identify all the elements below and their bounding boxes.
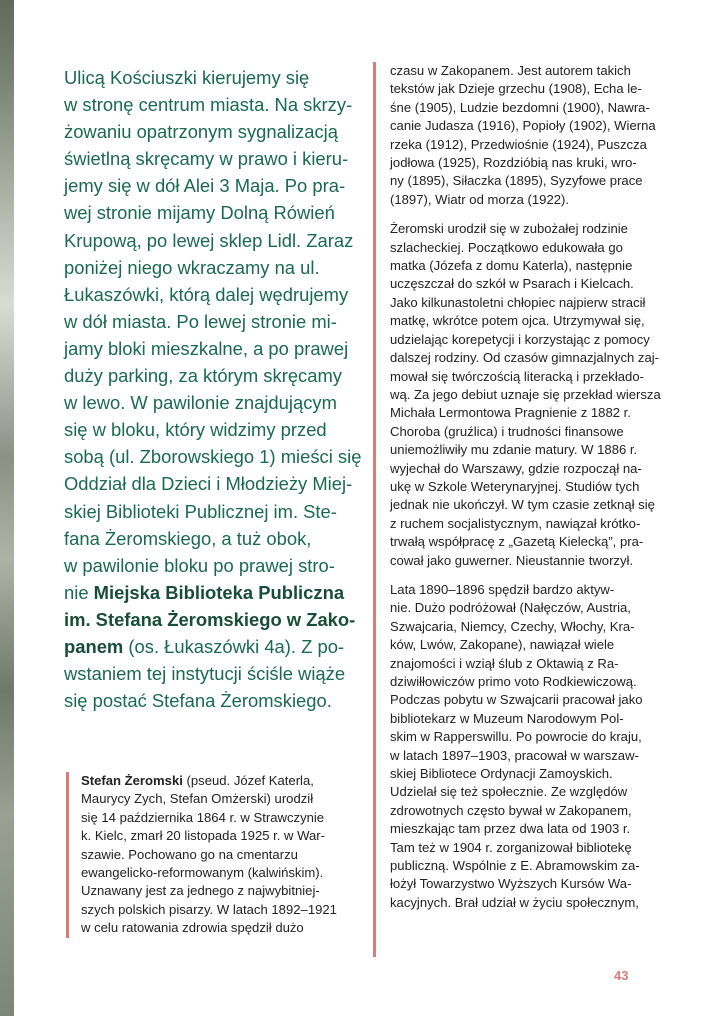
route-line: w lewo. W pawilonie znajdującym [64, 392, 337, 414]
travels-paragraph [390, 581, 663, 912]
early-life-line: udzielając korepetycji i korzystając z pomocy [390, 331, 650, 347]
bio-line: w celu ratowania zdrowia spędził dużo [81, 920, 304, 936]
early-life-paragraph [390, 220, 663, 570]
biography-box [66, 772, 363, 938]
travels-line: Szwajcaria, Niemcy, Czechy, Włochy, Kra- [390, 618, 635, 634]
early-life-line: Żeromski urodził się w zubożałej rodzinie [390, 221, 628, 237]
route-text: nie [64, 581, 94, 603]
bio-name: Stefan Żeromski [81, 773, 183, 788]
bio-line: k. Kielc, zmarł 20 listopada 1925 r. w War- [81, 828, 326, 844]
route-line: poniżej niego wkraczamy na ul. [64, 256, 320, 278]
early-life-line: z ruchem socjalistycznym, nawiązał krótko- [390, 515, 641, 531]
early-life-line: Choroba (gruźlica) i trudności finansowe [390, 423, 624, 439]
travels-line: Lata 1890–1896 spędził bardzo aktyw- [390, 581, 615, 597]
works-line: rzeka (1912), Przedwiośnie (1924), Puszcza [390, 136, 647, 152]
bio-line: szych polskich pisarzy. W latach 1892–1921 [81, 901, 337, 917]
travels-line: łożył Towarzystwo Wyższych Kursów Wa- [390, 876, 632, 892]
route-line: jemy się w dół Alei 3 Maja. Po pra- [64, 175, 346, 197]
library-name-line: im. Stefana Żeromskiego w Zako- [64, 608, 356, 630]
travels-line: znajomości i wziął ślub z Oktawią z Ra- [390, 655, 619, 671]
early-life-line: dalszej rodziny. Od czasów gimnazjalnych zaj- [390, 350, 660, 366]
works-line: jodłowa (1925), Rozdzióbią nas kruki, wro- [390, 155, 637, 171]
biography-continued [373, 62, 663, 957]
route-line: w dół miasta. Po lewej stronie mi- [64, 310, 337, 332]
route-paragraph [64, 64, 362, 714]
early-life-line: uniemożliwiły mu zdanie matury. W 1886 r. [390, 442, 638, 458]
route-line: w stronę centrum miasta. Na skrzy- [64, 94, 353, 116]
route-line: Łukaszówki, którą dalej wędrujemy [64, 283, 349, 305]
early-life-line: szlacheckiej. Początkowo edukowała go [390, 239, 623, 255]
travels-line: zdrowotnych często bywał w Zakopanem, [390, 802, 632, 818]
early-life-line: uczęszczał do szkół w Psarach i Kielcach. [390, 276, 634, 292]
route-line: żowaniu opatrzonym sygnalizacją [64, 121, 338, 143]
bio-line: się 14 października 1864 r. w Strawczynie [81, 809, 325, 825]
early-life-line: matka (Józefa z domu Katerla), następnie [390, 258, 633, 274]
works-line: śne (1905), Ludzie bezdomni (1900), Nawra- [390, 99, 650, 115]
bio-line: szawie. Pochowano go na cmentarzu [81, 846, 298, 862]
bio-first-line-rest: (pseud. Józef Katerla, [182, 773, 314, 788]
travels-line: kacyjnych. Brał udział w życiu społecznym, [390, 894, 639, 910]
travels-line: skiej Bibliotece Ordynacji Zamoyskich. [390, 766, 613, 782]
bio-line: ewangelicko-reformowanym (kalwińskim). [81, 865, 324, 881]
travels-line: publiczną. Wspólnie z E. Abramowskim za- [390, 858, 640, 874]
route-line: Krupową, po lewej sklep Lidl. Zaraz [64, 229, 354, 251]
library-name: Miejska Biblioteka Publiczna [93, 581, 345, 603]
travels-line: Udzielał się też społecznie. Ze względów [390, 784, 628, 800]
route-text: (os. Łukaszówki 4a). Z po- [123, 635, 345, 657]
route-line: wej stronie mijamy Dolną Rówień [64, 202, 335, 224]
route-line: skiej Biblioteki Publicznej im. Ste- [64, 500, 337, 522]
early-life-line: Michała Lermontowa Pragnienie z 1882 r. [390, 405, 631, 421]
photo-edge-strip [0, 0, 14, 1016]
bio-lines [81, 790, 363, 937]
works-paragraph [390, 62, 663, 209]
bio-line: Maurycy Zych, Stefan Omżerski) urodził [81, 791, 314, 807]
early-life-line: wyjechał do Warszawy, gdzie rozpoczął na- [390, 460, 642, 476]
library-name-end: panem [64, 635, 124, 657]
travels-line: Tam też w 1904 r. zorganizował bibliotekę [390, 839, 632, 855]
route-line: Ulicą Kościuszki kierujemy się [64, 67, 310, 88]
works-line: (1897), Wiatr od morza (1922). [390, 191, 570, 207]
route-line: świetlną skręcamy w prawo i kieru- [64, 148, 349, 170]
route-line: jamy bloki mieszkalne, a po prawej [64, 337, 349, 359]
page-number: 43 [614, 968, 629, 983]
early-life-line: mował się twórczością literacką i przekłado- [390, 368, 644, 384]
bio-first-line [81, 772, 363, 790]
bio-line: Uznawany jest za jednego z najwybitniej- [81, 883, 320, 899]
travels-line: nie. Dużo podróżował (Nałęczów, Austria, [390, 600, 631, 616]
works-line: canie Judasza (1916), Popioły (1902), Wierna [390, 118, 656, 134]
route-line: Oddział dla Dzieci i Młodzieży Miej- [64, 473, 353, 495]
early-life-line: Jako kilkunastoletni chłopiec najpierw stracił [390, 294, 646, 310]
route-line: duży parking, za którym skręcamy [64, 365, 342, 387]
travels-line: Podczas pobytu w Szwajcarii pracował jako [390, 692, 643, 708]
travels-line: dziwiłłowiczów primo voto Rodkiewiczową. [390, 674, 637, 689]
travels-line: ków, Lwów, Zakopane), nawiązał wiele [390, 637, 615, 653]
route-line: sobą (ul. Zborowskiego 1) mieści się [64, 446, 362, 468]
route-description [64, 64, 362, 714]
works-line: ny (1895), Siłaczka (1895), Syzyfowe prace [390, 173, 643, 189]
route-line: się w bloku, który widzimy przed [64, 419, 327, 441]
route-line [64, 579, 354, 606]
travels-line: skim w Rapperswillu. Po powrocie do kraju, [390, 729, 642, 745]
travels-line: mieszkając tam przez dwa lata od 1903 r. [390, 821, 631, 837]
early-life-line: matkę, wkrótce potem ojca. Utrzymywał się, [390, 313, 645, 329]
route-line: wstaniem tej instytucji ściśle wiąże [64, 663, 346, 685]
route-line: w pawilonie bloku po prawej stro- [64, 554, 335, 576]
early-life-line: jednak nie ukończył. W tym czasie zetknął się [390, 497, 655, 513]
early-life-line: wą. Za jego debiut uznaje się przekład wiersza [390, 386, 661, 402]
early-life-line: cował jako guwerner. Nieustannie tworzył. [390, 552, 634, 568]
travels-line: w latach 1897–1903, pracował w warszaw- [390, 747, 639, 763]
route-line [64, 633, 354, 660]
early-life-line: ukę w Szkole Weterynaryjnej. Studiów tych [390, 478, 640, 494]
works-line: czasu w Zakopanem. Jest autorem takich [390, 63, 631, 78]
route-line: fana Żeromskiego, a tuż obok, [64, 527, 312, 549]
works-line: tekstów jak Dzieje grzechu (1908), Echa le- [390, 81, 642, 97]
travels-line: bibliotekarz w Muzeum Narodowym Pol- [390, 710, 624, 726]
early-life-line: trwałą współpracę z „Gazetą Kielecką”, pra- [390, 534, 644, 550]
route-line: się postać Stefana Żeromskiego. [64, 690, 332, 712]
